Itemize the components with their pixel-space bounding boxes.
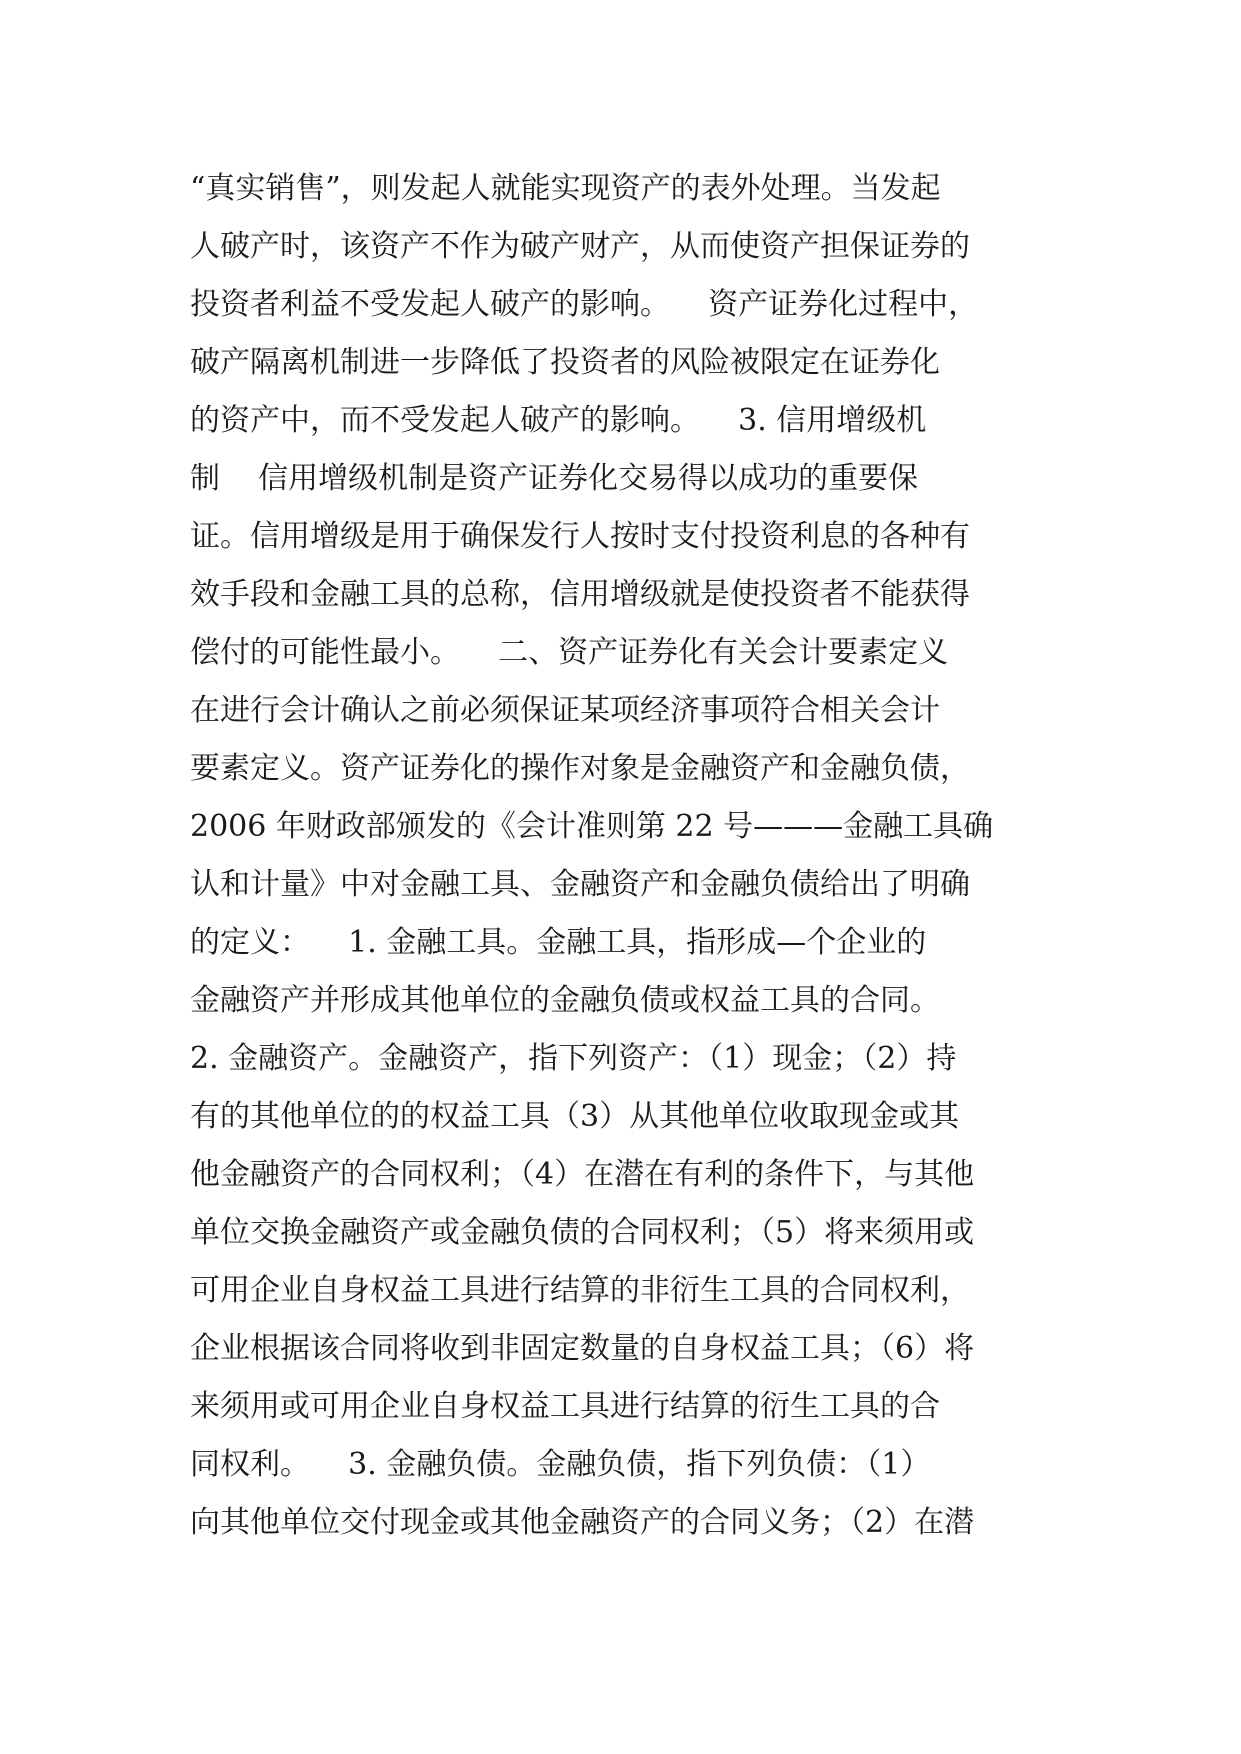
text-line: 企业根据该合同将收到非固定数量的自身权益工具；（6）将 (190, 1331, 975, 1366)
text-line: 认和计量》中对金融工具、金融资产和金融负债给出了明确 (190, 867, 970, 902)
text-line: 同权利。 3. 金融负债。金融负债，指下列负债：（1） (190, 1447, 931, 1482)
text-line: 他金融资产的合同权利；（4）在潜在有利的条件下，与其他 (190, 1157, 975, 1192)
text-line: 效手段和金融工具的总称，信用增级就是使投资者不能获得 (190, 577, 970, 612)
text-line: 2. 金融资产。金融资产，指下列资产：（1）现金；（2）持 (190, 1041, 957, 1076)
text-line: 的资产中，而不受发起人破产的影响。 3. 信用增级机 (190, 403, 927, 438)
text-line: 单位交换金融资产或金融负债的合同权利；（5）将来须用或 (190, 1215, 975, 1250)
body-text (190, 160, 1090, 1552)
text-line: 有的其他单位的的权益工具（3）从其他单位收取现金或其 (190, 1099, 960, 1134)
text-line: 偿付的可能性最小。 二、资产证券化有关会计要素定义 (190, 635, 949, 670)
text-line: 可用企业自身权益工具进行结算的非衍生工具的合同权利， (190, 1273, 970, 1308)
text-line: 来须用或可用企业自身权益工具进行结算的衍生工具的合 (190, 1389, 940, 1424)
text-line: 投资者利益不受发起人破产的影响。 资产证券化过程中， (190, 287, 979, 322)
text-line: 破产隔离机制进一步降低了投资者的风险被限定在证券化 (190, 345, 940, 380)
text-line: 要素定义。资产证券化的操作对象是金融资产和金融负债， (190, 751, 970, 786)
text-line: 在进行会计确认之前必须保证某项经济事项符合相关会计 (190, 693, 940, 728)
text-line: 证。信用增级是用于确保发行人按时支付投资利息的各种有 (190, 519, 970, 554)
text-line: 2006 年财政部颁发的《会计准则第 22 号———金融工具确 (190, 809, 994, 844)
text-line: “真实销售”，则发起人就能实现资产的表外处理。当发起 (190, 171, 941, 206)
text-line: 人破产时，该资产不作为破产财产，从而使资产担保证券的 (190, 229, 970, 264)
text-line: 向其他单位交付现金或其他金融资产的合同义务；（2）在潜 (190, 1505, 975, 1540)
text-line: 的定义： 1. 金融工具。金融工具，指形成—个企业的 (190, 925, 927, 960)
text-line: 制 信用增级机制是资产证券化交易得以成功的重要保 (190, 461, 919, 496)
text-line: 金融资产并形成其他单位的金融负债或权益工具的合同。 (190, 983, 940, 1018)
